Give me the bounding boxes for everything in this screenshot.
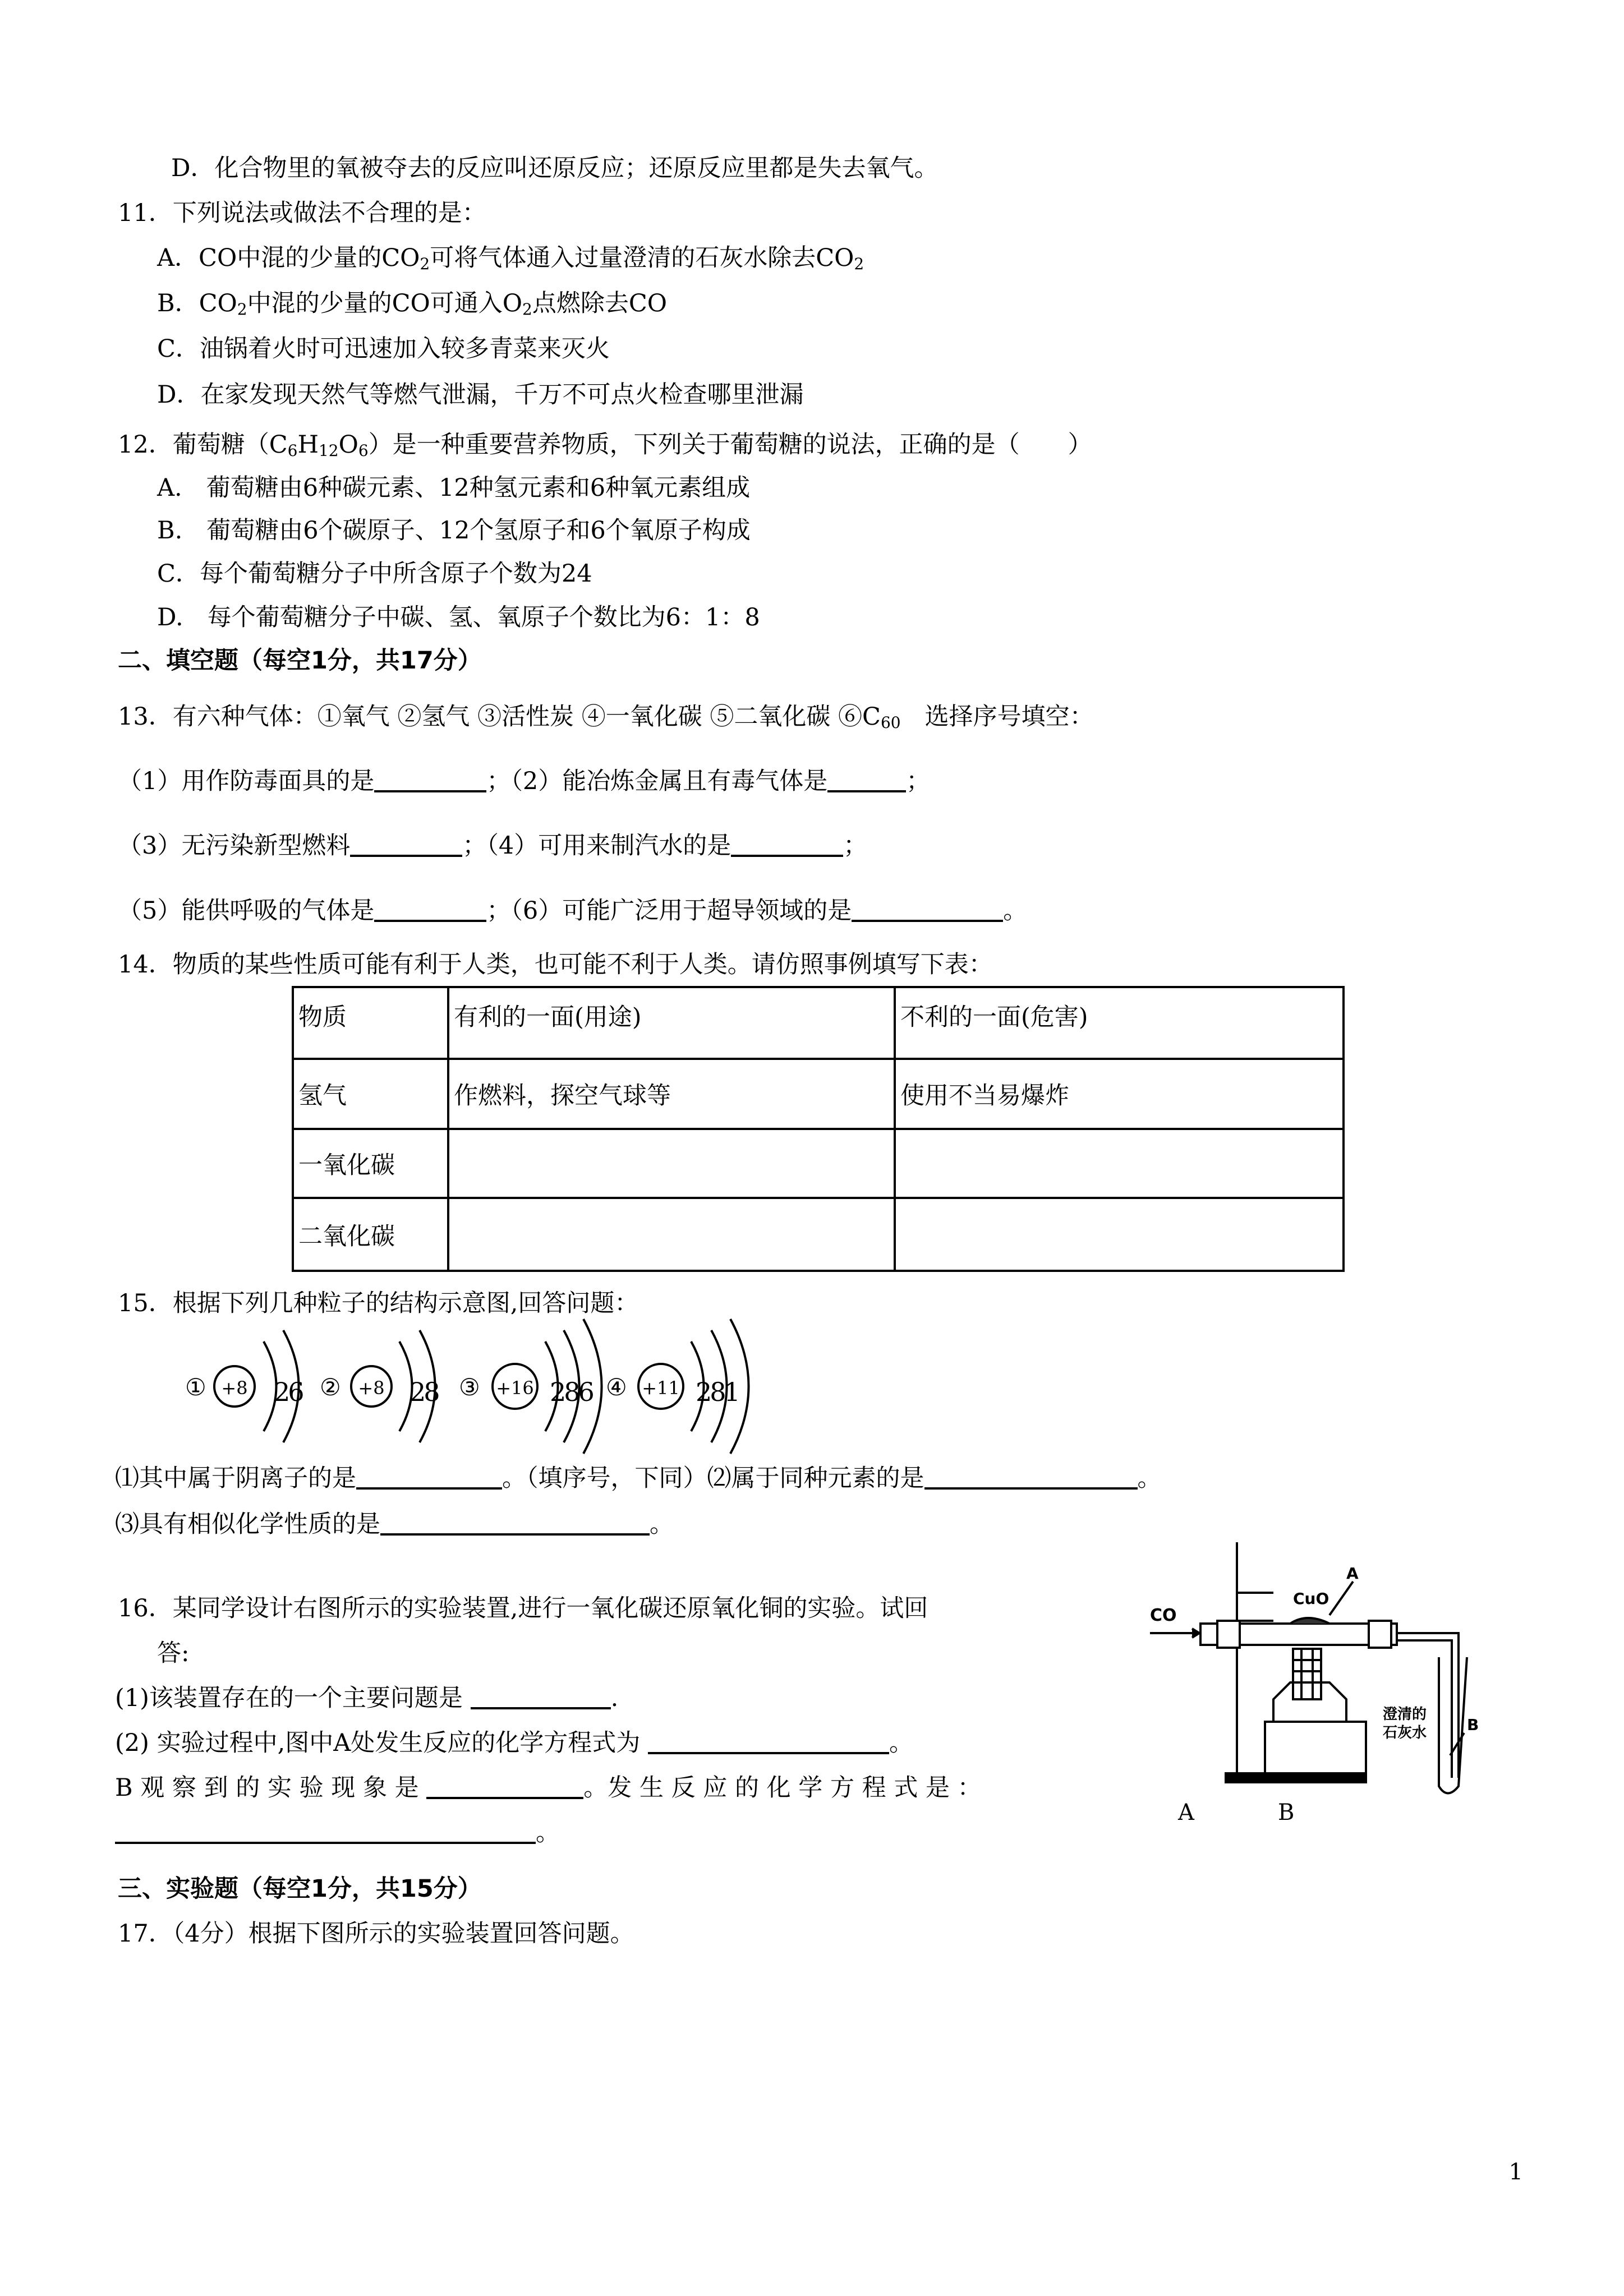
q10-option-d: D．化合物里的氧被夺去的反应叫还原反应；还原反应里都是失去氧气。 xyxy=(171,154,938,182)
apparatus-figure xyxy=(1144,1537,1498,1839)
answer-blank[interactable] xyxy=(648,1730,889,1754)
q16-stem-line-1: 16．某同学设计右图所示的实验装置,进行一氧化碳还原氧化铜的实验。试回 xyxy=(118,1594,928,1622)
answer-blank[interactable] xyxy=(924,1465,1138,1490)
q12-option-b: B. 葡萄糖由6个碳原子、12个氢原子和6个氧原子构成 xyxy=(157,517,751,545)
table-cell: 作燃料，探空气球等 xyxy=(448,1059,895,1129)
q11-option-b: B．$CO_2$中混的少量的CO可通入$O_2$点燃除去CO xyxy=(157,289,667,319)
q16-line-2: (2) 实验过程中,图中A处发生反应的化学方程式为 。 xyxy=(115,1729,913,1757)
q11-option-a: A．CO中混的少量的$CO_2$可将气体通入过量澄清的石灰水除去$CO_2$ xyxy=(157,244,864,273)
limewater-label: 澄清的 xyxy=(1383,1706,1427,1723)
particle-index: ② xyxy=(320,1373,341,1401)
nucleus-charge: +8 xyxy=(221,1377,248,1399)
particle-index: ① xyxy=(185,1373,206,1401)
q11-stem: 11．下列说法或做法不合理的是： xyxy=(118,199,486,227)
q15-line-2: ⑶具有相似化学性质的是 。 xyxy=(115,1510,674,1538)
figure-caption-a: A xyxy=(1178,1800,1194,1825)
co-label: CO xyxy=(1150,1606,1177,1625)
particle-index: ④ xyxy=(606,1373,627,1401)
answer-blank[interactable] xyxy=(356,1465,502,1490)
q16-line-4: 。 xyxy=(115,1817,560,1848)
point-a-label: A xyxy=(1346,1564,1359,1583)
section-3-heading: 三、实验题（每空1分，共15分） xyxy=(118,1875,482,1903)
answer-blank[interactable] xyxy=(380,1511,650,1536)
table-cell: 使用不当易爆炸 xyxy=(895,1059,1344,1129)
q15-line-1: ⑴其中属于阴离子的是 。（填序号，下同）⑵属于同种元素的是 。 xyxy=(115,1464,1162,1492)
q12-stem: 12．葡萄糖$(C_6H_{12}O_6)$是一种重要营养物质，下列关于葡萄糖的说法，正确的是（ ） xyxy=(118,431,1092,460)
q12-option-d: D. 每个葡萄糖分子中碳、氢、氧原子个数比为6：1：8 xyxy=(157,603,760,631)
q13-line-3: （5）能供呼吸的气体是 ；（6）可能广泛用于超导领域的是 。 xyxy=(118,897,1028,925)
q16-line-1: (1)该装置存在的一个主要问题是 . xyxy=(115,1684,619,1712)
limewater-label: 石灰水 xyxy=(1383,1725,1427,1741)
particle-index: ③ xyxy=(459,1373,480,1401)
q13-stem: 13．有六种气体：①氧气 ②氢气 ③活性炭 ④一氧化碳 ⑤二氧化碳 $⑥C_{60}$ 选择序号填空： xyxy=(118,703,1094,732)
table-cell: 一氧化碳 xyxy=(293,1129,448,1198)
q13-line-2: （3）无污染新型燃料 ；（4）可用来制汽水的是 ； xyxy=(118,832,868,860)
q14-stem: 14．物质的某些性质可能有利于人类，也可能不利于人类。请仿照事例填写下表： xyxy=(118,951,993,979)
q16-stem-line-2: 答: xyxy=(157,1639,190,1667)
q12-option-a: A. 葡萄糖由6种碳元素、12种氢元素和6种氧元素组成 xyxy=(157,474,751,502)
q15-stem: 15．根据下列几种粒子的结构示意图,回答问题： xyxy=(118,1289,639,1317)
table-header-cell: 不利的一面(危害) xyxy=(895,987,1344,1059)
table-cell: 二氧化碳 xyxy=(293,1198,448,1271)
q17-stem: 17．（4分）根据下图所示的实验装置回答问题。 xyxy=(118,1920,634,1948)
answer-blank[interactable] xyxy=(426,1774,583,1799)
point-b-label: B xyxy=(1467,1716,1479,1734)
shell-electrons: 281 xyxy=(696,1377,738,1407)
answer-blank[interactable] xyxy=(115,1819,536,1844)
q13-line-1: （1）用作防毒面具的是 ；（2）能冶炼金属且有毒气体是 ； xyxy=(118,767,931,795)
q12-option-c: C．每个葡萄糖分子中所含原子个数为24 xyxy=(157,560,592,588)
answer-blank[interactable] xyxy=(471,1685,611,1709)
nucleus-charge: +11 xyxy=(642,1377,680,1399)
table-header-cell: 物质 xyxy=(293,987,448,1059)
q16-line-3: B 观 察 到 的 实 验 现 象 是 。发 生 反 应 的 化 学 方 程 式 是 ： xyxy=(115,1774,982,1802)
shell-electrons: 286 xyxy=(550,1377,592,1407)
nucleus-charge: +16 xyxy=(496,1377,534,1399)
nucleus-charge: +8 xyxy=(358,1377,385,1399)
table-header-cell: 有利的一面(用途) xyxy=(448,987,895,1059)
q11-option-c: C．油锅着火时可迅速加入较多青菜来灭火 xyxy=(157,335,610,363)
cuo-label: CuO xyxy=(1293,1589,1329,1608)
table-cell: 氢气 xyxy=(293,1059,448,1129)
q11-option-d: D．在家发现天然气等燃气泄漏，千万不可点火检查哪里泄漏 xyxy=(157,381,804,409)
figure-caption-b: B xyxy=(1278,1800,1295,1825)
shell-electrons: 26 xyxy=(274,1377,302,1407)
section-2-heading: 二、填空题（每空1分，共17分） xyxy=(118,647,482,675)
shell-electrons: 28 xyxy=(410,1377,438,1407)
page-number: 1 xyxy=(1508,2159,1523,2185)
